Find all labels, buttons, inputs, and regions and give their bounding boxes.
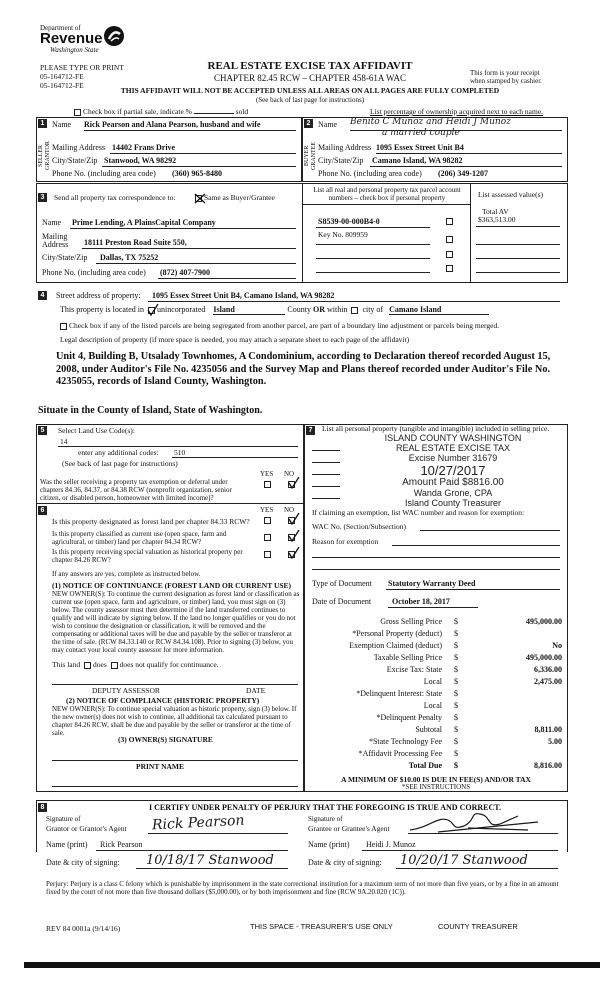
- instructions-note: (See back of last page for instructions): [255, 96, 365, 104]
- correspondence-phone: (872) 407-7900: [160, 268, 210, 277]
- sold-label: sold: [235, 107, 249, 116]
- deputy-assessor-label: DEPUTY ASSESSOR: [92, 686, 160, 695]
- page-title: REAL ESTATE EXCISE TAX AFFIDAVIT: [207, 60, 413, 72]
- warning-text: THIS AFFIDAVIT WILL NOT BE ACCEPTED UNLESS ALL AREAS ON ALL PAGES ARE FULLY COMPLETED: [120, 86, 500, 95]
- wac-number-label: WAC No. (Section/Subsection): [312, 522, 406, 531]
- exemption-question: Was the seller receiving a property tax exemption or deferral under chapters 84.36, 84.37, or 84.38 RCW (nonprofit organization, senior citizen, or disabled person, homeowner with limited income)?: [40, 478, 232, 502]
- buyer-mailing-label: Mailing Address: [318, 143, 372, 152]
- see-back-label: (See back of last page for instructions): [62, 459, 178, 468]
- perjury-text: Perjury: Perjury is a class C felony which is punishable by imprisonment in the state correctional institution for a maximum term of not more than five years, or by a fine in an amount fixed by the court of not more than five thousand dollars ($5,000.00), or by both imprisonment and fine (RCW 9A.20.020 (1C)).: [46, 880, 559, 896]
- located-label: This property is located in: [60, 305, 144, 314]
- stamp-line4: 10/27/2017: [420, 463, 486, 478]
- parcel-4-personal-checkbox[interactable]: [446, 265, 453, 272]
- stamp-line6: Wanda Grone, CPA: [413, 488, 493, 498]
- forest-question: Is this property designated as forest land per chapter 84.33 RCW?: [52, 517, 250, 526]
- calc-row: *Affidavit Processing Fee $: [358, 749, 458, 758]
- city-checkbox[interactable]: [351, 307, 358, 314]
- city-value: Camano Island: [389, 305, 489, 315]
- calc-row: Exemption Claimed (deduct) $ No: [349, 641, 562, 650]
- total-av-label: Total AV: [482, 207, 509, 216]
- buyer-phone: (206) 349-1207: [438, 169, 488, 178]
- stamp-line3: Excise Number 31679: [408, 453, 498, 463]
- minimum-fee-note: A MINIMUM OF $10.00 IS DUE IN FEE(S) AND/OR TAX: [341, 775, 531, 784]
- date-label: DATE: [246, 686, 266, 695]
- continuance-row: [52, 660, 219, 669]
- correspondence-label: Send all property tax correspondence to:: [54, 193, 176, 202]
- treasurer-stamp: [348, 433, 558, 508]
- notice2-text: NEW OWNER(S): To continue special valuation as historic property, sign (3) below. If the new owner(s) does not wish to continue, all additional tax calculated pursuant to chapter 84.26 RCW, shall be due and payable by the seller or transferor at the time of sale.: [52, 705, 297, 737]
- unincorporated-checkbox[interactable]: [148, 307, 155, 314]
- grantor-date-label: Date & city of signing:: [46, 858, 120, 867]
- correspondence-phone-label: Phone No. (including area code): [42, 268, 146, 277]
- grantee-sig-label2: Grantee or Grantee's Agent: [308, 824, 390, 833]
- buyer-mailing: 1095 Essex Street Unit B4: [376, 143, 464, 152]
- buyer-city: Camano Island, WA 98282: [372, 156, 463, 165]
- seller-name-label: Name: [52, 120, 72, 129]
- check-mark-icon: [288, 547, 300, 559]
- correspondence-city: Dallas, TX 75252: [100, 253, 159, 262]
- parcel-2-personal-checkbox[interactable]: [446, 236, 453, 243]
- seller-phone: (360) 965-8480: [172, 169, 222, 178]
- doc-date-label: Date of Document: [312, 597, 372, 606]
- same-as-buyer-label: Same as Buyer/Grantee: [204, 193, 275, 202]
- exemption-yes-checkbox[interactable]: [264, 481, 271, 488]
- partial-sale-row: [72, 107, 582, 116]
- forest-no-checkbox[interactable]: [288, 517, 295, 524]
- doc-type: Statutory Warranty Deed: [388, 579, 476, 588]
- additional-codes: 510: [174, 448, 186, 457]
- no-label-5: NO: [284, 470, 295, 478]
- seller-side-label: SELLER GRANTOR: [38, 141, 51, 171]
- calc-row: Taxable Selling Price $ 495,000.00: [373, 653, 562, 662]
- grantor-signature: Rick Pearson: [151, 812, 245, 834]
- historic-yes-checkbox[interactable]: [264, 551, 271, 558]
- section-4-badge: 4: [38, 291, 47, 300]
- section-2-badge: 2: [304, 119, 313, 128]
- calc-row: Gross Selling Price $ 495,000.00: [380, 617, 562, 626]
- seller-city: Stanwood, WA 98292: [104, 156, 177, 165]
- correspondence-mailing-label2: Address: [42, 240, 69, 249]
- footer-bar: [24, 962, 600, 968]
- seller-phone-label: Phone No. (including area code): [52, 169, 156, 178]
- seller-mailing-label: Mailing Address: [52, 143, 106, 152]
- assessed-header: List assessed value(s): [478, 190, 543, 199]
- grantee-signature-icon: [408, 808, 548, 836]
- personal-property-label: List all personal property (tangible and intangible) included in selling price.: [322, 424, 550, 433]
- legal-description: Unit 4, Building B, Utsalady Townhomes, A Condominium, according to Declaration thereof recorded August 15, 2008, under Auditor's File No. 4235056 and the Survey Map and Plans thereof recorded under Auditor's File No. 4235055, records of Island County, Washington.: [56, 351, 551, 387]
- grantor-sig-label2: Grantor or Grantor's Agent: [46, 824, 127, 833]
- notice2-title: (2) NOTICE OF COMPLIANCE (HISTORIC PROPERTY): [66, 696, 260, 705]
- check-mark-icon: [288, 513, 300, 525]
- land-use-label: Select Land Use Code(s):: [58, 426, 135, 435]
- calc-row: Excise Tax: State $ 6,336.00: [386, 665, 562, 674]
- calc-row: *State Technology Fee $ 5.00: [368, 737, 562, 746]
- street-label: Street address of property:: [56, 291, 141, 300]
- stamp-line1: ISLAND COUNTY WASHINGTON: [384, 433, 522, 443]
- segregated-checkbox[interactable]: [60, 323, 67, 330]
- historic-no-checkbox[interactable]: [288, 551, 295, 558]
- does-checkbox[interactable]: [84, 662, 91, 669]
- doc-type-label: Type of Document: [312, 579, 372, 588]
- revenue-logo-icon: [103, 25, 125, 47]
- parcel-1-personal-checkbox[interactable]: [446, 218, 453, 225]
- if-yes-text: If any answers are yes, complete as instructed below.: [52, 570, 201, 578]
- unincorporated-label: unincorporated: [156, 305, 206, 314]
- grantor-name-print-label: Name (print): [46, 840, 88, 849]
- forest-yes-checkbox[interactable]: [264, 517, 271, 524]
- grantor-sig-label1: Signature of: [46, 815, 81, 823]
- within-label: within: [326, 305, 348, 314]
- grantee-name-print-label: Name (print): [308, 840, 350, 849]
- reason-label: Reason for exemption: [312, 537, 379, 546]
- receipt-note1: This form is your receipt: [470, 69, 540, 77]
- correspondence-mailing-label1: Mailing: [42, 232, 68, 241]
- parcel-number-1: S8539-00-000B4-0: [318, 217, 380, 226]
- buyer-phone-label: Phone No. (including area code): [318, 169, 422, 178]
- see-instructions-note: *SEE INSTRUCTIONS: [401, 783, 471, 791]
- buyer-side-label: BUYER GRANTEE: [304, 142, 317, 170]
- yes-label-5: YES: [260, 470, 274, 478]
- correspondence-name-label: Name: [42, 218, 62, 227]
- calc-row: Subtotal $ 8,811.00: [415, 725, 562, 734]
- notice1-title: (1) NOTICE OF CONTINUANCE (FOREST LAND OR CURRENT USE): [52, 581, 292, 590]
- section-3-badge: 3: [38, 193, 47, 202]
- seller-mailing: 14402 Frans Drive: [112, 143, 176, 152]
- calc-row: *Personal Property (deduct) $: [352, 629, 458, 638]
- no-label-6: NO: [284, 506, 295, 514]
- additional-codes-label: enter any additional codes:: [78, 448, 159, 457]
- agency-line1: Department of: [40, 24, 81, 32]
- buyer-name-handwritten-2: a married couple: [382, 128, 460, 138]
- stamp-line5: Amount Paid $8816.00: [402, 477, 504, 488]
- situate-text: Situate in the County of Island, State of Washington.: [38, 405, 263, 416]
- section-5-badge: 5: [38, 426, 47, 435]
- does-not-checkbox[interactable]: [111, 662, 118, 669]
- seller-name: Rick Pearson and Alana Pearson, husband and wife: [84, 120, 261, 129]
- calc-row-total: Total Due $ 8,816.00: [408, 761, 562, 770]
- check-mark-icon: [194, 192, 206, 204]
- key-number: Key No. 809959: [318, 230, 368, 239]
- print-name-label: PRINT NAME: [136, 762, 184, 771]
- parcels-header2: numbers – check box if personal property: [328, 194, 446, 202]
- land-use-code: 14: [60, 437, 68, 446]
- wac-claim-label: If claiming an exemption, list WAC number and reason for exemption:: [312, 508, 525, 517]
- or-label: OR: [312, 305, 325, 314]
- code2: 05-164712-FE: [40, 81, 84, 90]
- grantee-date-label: Date & city of signing:: [308, 858, 382, 867]
- city-of-label: city of: [362, 305, 384, 314]
- legal-label: Legal description of property (if more space is needed, you may attach a separate sheet to each page of the affidavit): [60, 335, 410, 344]
- total-av-value: $363,513.00: [478, 215, 516, 224]
- county-treasurer-label: COUNTY TREASURER: [438, 922, 518, 931]
- check-mark-icon: [147, 304, 159, 316]
- county-value: Island: [213, 305, 285, 315]
- section-7-badge: 7: [306, 426, 315, 435]
- section-6-badge: 6: [38, 506, 47, 515]
- agency-line2: Revenue: [40, 30, 103, 47]
- stamp-line2: REAL ESTATE EXCISE TAX: [395, 443, 511, 453]
- buyer-city-label: City/State/Zip: [318, 156, 364, 165]
- street-address: 1095 Essex Street Unit B4, Camano Island, WA 98282: [152, 291, 335, 300]
- revenue-logo: [40, 24, 130, 64]
- correspondence-name: Prime Lending, A PlainsCapital Company: [72, 218, 216, 227]
- receipt-note2: when stamped by cashier.: [470, 77, 542, 85]
- partial-sale-checkbox[interactable]: [74, 109, 81, 116]
- same-as-buyer-row: [193, 193, 275, 202]
- ownership-label: List percentage of ownership acquired next to each name.: [370, 107, 544, 116]
- doc-date: October 18, 2017: [392, 597, 450, 606]
- yes-label-6: YES: [260, 506, 274, 514]
- treasurer-space-label: THIS SPACE - TREASURER'S USE ONLY: [250, 922, 393, 931]
- correspondence-mailing: 18111 Preston Road Suite 550,: [84, 238, 187, 247]
- historic-question: Is this property receiving special valuation as historical property per chapter 84.26 RCW?: [52, 548, 243, 564]
- check-mark-icon: [288, 530, 300, 542]
- partial-sale-label: Check box if partial sale, indicate %: [83, 107, 192, 116]
- segregated-label: Check box if any of the listed parcels are being segregated from another parcel, are part of a boundary line adjustment or parcels being merged.: [69, 321, 500, 330]
- current-use-yes-checkbox[interactable]: [264, 534, 271, 541]
- form-number: REV 84 0001a (9/14/16): [46, 924, 121, 933]
- notice1-text: NEW OWNER(S): To continue the current designation as forest land or classification as current use (open space, farm and agriculture, or timber) land, you must sign on (3) below. The county assessor must then determine if the land transferred continues to qualify and will indicate by signing below. If the land no longer qualifies or you do not wish to continue the designation or classification, it will be removed and the compensating or additional taxes will be due and payable by the seller or transferor at the time of sale. (RCW 84.33.140 or RCW 84.34.108). Prior to signing (3) below, you may contact your local county assessor for more information.: [52, 590, 300, 654]
- current-use-question: Is this property classified as current use (open space, farm and agricultural, or timber) land per chapter 84.34 RCW?: [52, 530, 227, 546]
- does-label: does: [93, 660, 107, 669]
- check-mark-icon: [288, 477, 300, 489]
- county-label: County: [287, 305, 311, 314]
- calc-row: *Delinquent Penalty $: [376, 713, 458, 722]
- agency-line3: Washington State: [50, 46, 99, 54]
- stamp-line7: Island County Treasurer: [404, 498, 502, 508]
- code1: 05-164712-FE: [40, 72, 84, 81]
- calc-row: *Delinquent Interest: State $: [356, 689, 458, 698]
- current-use-no-checkbox[interactable]: [288, 534, 295, 541]
- parcels-header1: List all real and personal property tax parcel account: [313, 186, 461, 194]
- calc-row: Local $: [423, 701, 458, 710]
- same-as-buyer-checkbox[interactable]: [195, 195, 202, 202]
- grantee-date: 10/20/17 Stanwood: [400, 853, 528, 868]
- grantor-date: 10/18/17 Stanwood: [146, 853, 274, 868]
- correspondence-city-label: City/State/Zip: [42, 253, 88, 262]
- segregated-row: [58, 321, 578, 330]
- buyer-name-label: Name: [318, 120, 338, 129]
- does-not-label: does not qualify for continuance.: [119, 660, 219, 669]
- section-8-badge: 8: [38, 803, 47, 812]
- buyer-name-handwritten: Benito C Munoz and Heidi J Munoz: [350, 117, 511, 127]
- calc-row: Local $ 2,475.00: [423, 677, 562, 686]
- certify-text: I CERTIFY UNDER PENALTY OF PERJURY THAT THE FOREGOING IS TRUE AND CORRECT.: [148, 803, 501, 812]
- this-land-label: This land: [52, 660, 81, 669]
- grantee-sig-label1: Signature of: [308, 815, 343, 823]
- grantor-name-print: Rick Pearson: [100, 840, 143, 849]
- page-subtitle: CHAPTER 82.45 RCW – CHAPTER 458-61A WAC: [214, 73, 406, 83]
- seller-city-label: City/State/Zip: [52, 156, 98, 165]
- parcel-3-personal-checkbox[interactable]: [446, 251, 453, 258]
- exemption-no-checkbox[interactable]: [288, 481, 295, 488]
- owner-signature-label: (3) OWNER(S) SIGNATURE: [118, 735, 213, 744]
- property-location-row: [60, 305, 560, 315]
- please-type: PLEASE TYPE OR PRINT: [40, 63, 124, 72]
- grantee-name-print: Heidi J. Munoz: [366, 840, 416, 849]
- section-1-badge: 1: [38, 119, 47, 128]
